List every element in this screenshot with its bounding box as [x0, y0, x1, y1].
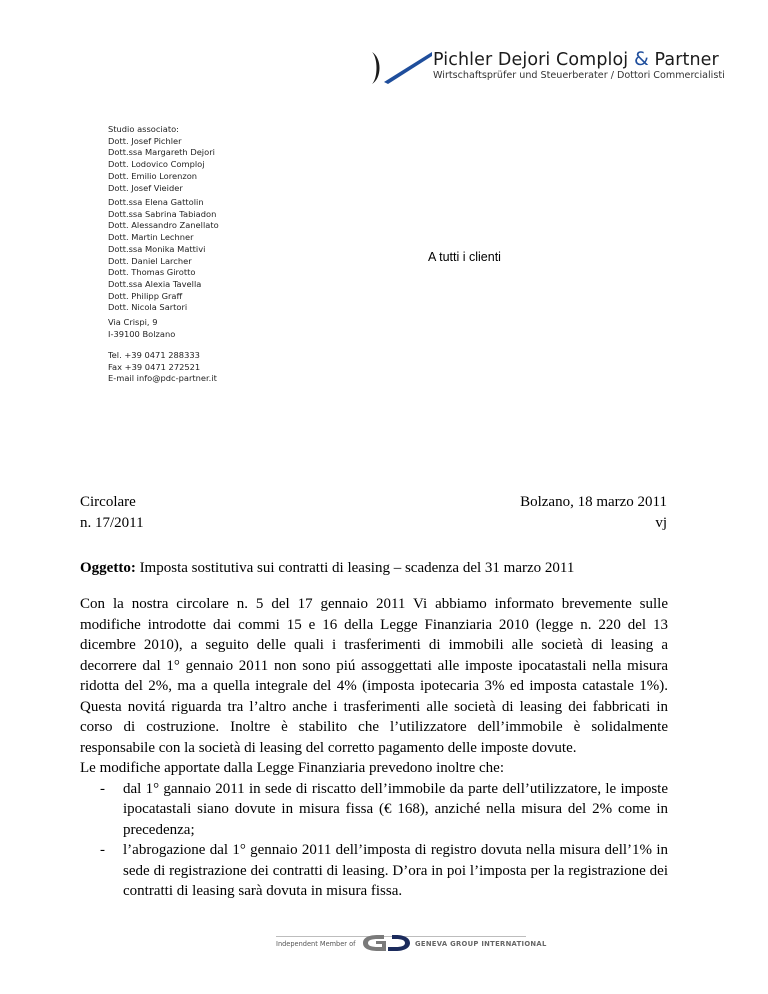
fax: Fax +39 0471 272521: [108, 361, 201, 372]
partners-heading: Studio associato:: [108, 124, 179, 134]
list-item: - dal 1° gannaio 2011 in sede di riscatto dell’immobile da parte dell’utilizzatore, le imposte ipocatastali siano dovute in misura fissa (€ 168), anziché nella misura del 2% come in precedenza;: [100, 780, 668, 838]
recipient: A tutti i clienti: [428, 250, 501, 264]
date-meta: [520, 492, 667, 533]
footer-org-name: GENEVA GROUP INTERNATIONAL: [415, 940, 547, 948]
subject-text: Imposta sostitutiva sui contratti di leasing – scadenza del 31 marzo 2011: [135, 560, 575, 576]
subject-line: [80, 558, 574, 579]
staff-name: Dott. Martin Lechner: [108, 232, 194, 243]
letter-body: [80, 594, 668, 902]
bullet-dash: -: [100, 842, 105, 858]
partner-name: Dott. Josef Vieider: [108, 182, 183, 193]
address-line: I-39100 Bolzano: [108, 328, 176, 339]
staff-name: Dott.ssa Sabrina Tabiadon: [108, 208, 217, 219]
firm-name: Pichler Dejori Comploj & Partner: [433, 48, 719, 70]
partner-name: Dott. Emilio Lorenzon: [108, 170, 198, 181]
staff-name: Dott. Alessandro Zanellato: [108, 220, 219, 231]
staff-name: Dott.ssa Monika Mattivi: [108, 243, 206, 254]
partners-block: [108, 124, 215, 194]
ggi-logo-icon: [360, 934, 412, 952]
email: E-mail info@pdc-partner.it: [108, 373, 217, 384]
contacts-block: [108, 350, 217, 385]
address-block: [108, 317, 175, 340]
author-initials: vj: [655, 514, 667, 531]
place-date: Bolzano, 18 marzo 2011: [520, 494, 667, 510]
staff-name: Dott.ssa Alexia Tavella: [108, 278, 202, 289]
address-line: Via Crispi, 9: [108, 317, 158, 327]
partner-name: Dott. Josef Pichler: [108, 135, 182, 146]
partner-name: Dott. Lodovico Comploj: [108, 159, 205, 170]
staff-block: [108, 197, 219, 314]
bullet-list: [80, 779, 668, 902]
firm-subtitle: Wirtschaftsprüfer und Steuerberater / Dottori Commercialisti: [433, 70, 725, 81]
paragraph: Con la nostra circolare n. 5 del 17 gennaio 2011 Vi abbiamo informato brevemente sulle modifiche introdotte dai commi 15 e 16 della Legge Finanziaria 2010 (legge n. 220 del 13 dicembre 2010), a seguito delle quali i trasferimenti di immobili alle società di leasing a decorrere dal 1° gennaio 2011 non sono piú assoggettati alle imposte ipocatastali nella misura ridotta del 2%, ma a quella integrale del 4% (imposta ipotecaria 3% ed imposta catastale 1%). Questa novitá riguarda tra l’altro anche i trasferimenti alle società di leasing dei fabbricati in corso di costruzione. Inoltre è stabilito che l’utilizzatore dell’immobile è solidalmente responsabile con la società di leasing del corretto pagamento delle imposte dovute.: [80, 596, 668, 756]
bullet-dash: -: [100, 780, 105, 797]
circular-type: Circolare: [80, 494, 136, 510]
staff-name: Dott.ssa Elena Gattolin: [108, 197, 204, 207]
list-item: - l’abrogazione dal 1° gennaio 2011 dell’imposta di registro dovuta nella misura dell’1% in sede di registrazione dei contratti di leasing. D’ora in poi l’imposta per la registrazione dei contratti di leasing sarà dovuta in misura fissa.: [100, 842, 668, 899]
firm-logo-mark: [364, 48, 434, 88]
circular-number: n. 17/2011: [80, 514, 144, 531]
footer-member-label: Independent Member of: [276, 940, 356, 948]
paragraph: Le modifiche apportate dalla Legge Finanziaria prevedono inoltre che:: [80, 760, 504, 776]
subject-label: Oggetto:: [80, 560, 136, 576]
staff-name: Dott. Thomas Girotto: [108, 267, 196, 278]
phone: Tel. +39 0471 288333: [108, 350, 200, 360]
staff-name: Dott. Nicola Sartori: [108, 302, 188, 313]
partner-name: Dott.ssa Margareth Dejori: [108, 147, 215, 158]
staff-name: Dott. Daniel Larcher: [108, 255, 192, 266]
firm-name-ampersand: &: [633, 48, 649, 70]
circular-meta: [80, 492, 144, 533]
staff-name: Dott. Philipp Graff: [108, 290, 183, 301]
